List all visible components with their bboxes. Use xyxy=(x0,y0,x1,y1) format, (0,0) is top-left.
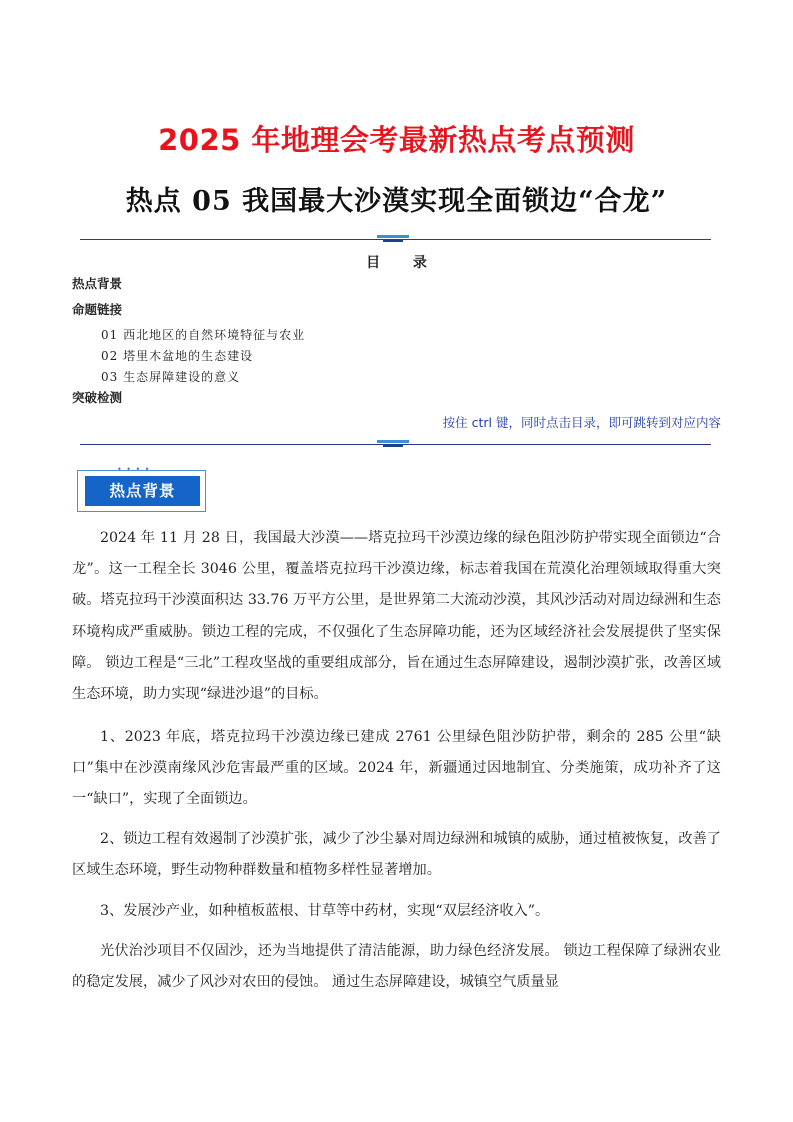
toc-link[interactable]: 突破检测 xyxy=(72,390,123,405)
toc-link[interactable]: 02 塔里木盆地的生态建设 xyxy=(101,349,254,363)
toc-item-breakthrough-test[interactable] xyxy=(72,388,122,406)
toc-link[interactable]: 热点背景 xyxy=(72,276,123,291)
toc-link[interactable]: 03 生态屏障建设的意义 xyxy=(101,370,241,384)
section-badge-label: 热点背景 xyxy=(85,476,200,506)
toc-item-01[interactable] xyxy=(101,326,305,343)
toc-link[interactable]: 命题链接 xyxy=(72,302,123,317)
toc-item-03[interactable] xyxy=(101,368,240,385)
paragraph: 2、锁边工程有效遏制了沙漠扩张，减少了沙尘暴对周边绿洲和城镇的威胁，通过植被恢复，改善了区域生态环境，野生动物种群数量和植物多样性显著增加。 xyxy=(72,831,721,879)
divider-ornament xyxy=(377,235,409,243)
toc-link[interactable]: 01 西北地区的自然环境特征与农业 xyxy=(101,328,306,342)
toc-item-02[interactable] xyxy=(101,347,253,364)
paragraph: 3、发展沙产业，如种植板蓝根、甘草等中药材，实现“双层经济收入”。 xyxy=(100,903,550,919)
paragraph: 2024 年 11 月 28 日，我国最大沙漠——塔克拉玛干沙漠边缘的绿色阻沙防护带实现全面锁边“合龙”。这一工程全长 3046 公里，覆盖塔克拉玛干沙漠边缘，标志着我国在荒漠化治理领域取得重大突破。塔克拉玛干沙漠面积达 33.76 万平方公里，是世界第二大流动沙漠，其风沙活动对周边绿洲和生态环境构成严重威胁。锁边工程的完成，不仅强化了生态屏障功能，还为区域经济社会发展提供了坚实保障。 锁边工程是“三北”工程攻坚战的重要组成部分，旨在通过生态屏障建设，遏制沙漠扩张，改善区域生态环境，助力实现“绿进沙退”的目标。 xyxy=(72,530,721,703)
main-title: 2025 年地理会考最新热点考点预测 xyxy=(158,123,635,157)
divider-ornament xyxy=(377,440,409,448)
page-title: 热点 05 我国最大沙漠实现全面锁边“合龙” xyxy=(125,186,668,217)
badge-dots: • • • • xyxy=(117,465,151,474)
toc-title: 目 录 xyxy=(366,255,427,271)
paragraph: 1、2023 年底，塔克拉玛干沙漠边缘已建成 2761 公里绿色阻沙防护带，剩余的 285 公里“缺口”集中在沙漠南缘风沙危害最严重的区域。2024 年，新疆通过因地制宜、分类施策，成功补齐了这一“缺口”，实现了全面锁边。 xyxy=(72,729,721,808)
paragraph: 光伏治沙项目不仅固沙，还为当地提供了清洁能源，助力绿色经济发展。 锁边工程保障了绿洲农业的稳定发展，减少了风沙对农田的侵蚀。 通过生态屏障建设，城镇空气质量显 xyxy=(72,943,721,991)
section-badge-hot-background xyxy=(77,466,208,514)
toc-item-question-links[interactable] xyxy=(72,300,122,318)
toc-item-hot-background[interactable] xyxy=(72,274,122,292)
toc-hint: 按住 ctrl 键，同时点击目录，即可跳转到对应内容 xyxy=(442,415,721,430)
